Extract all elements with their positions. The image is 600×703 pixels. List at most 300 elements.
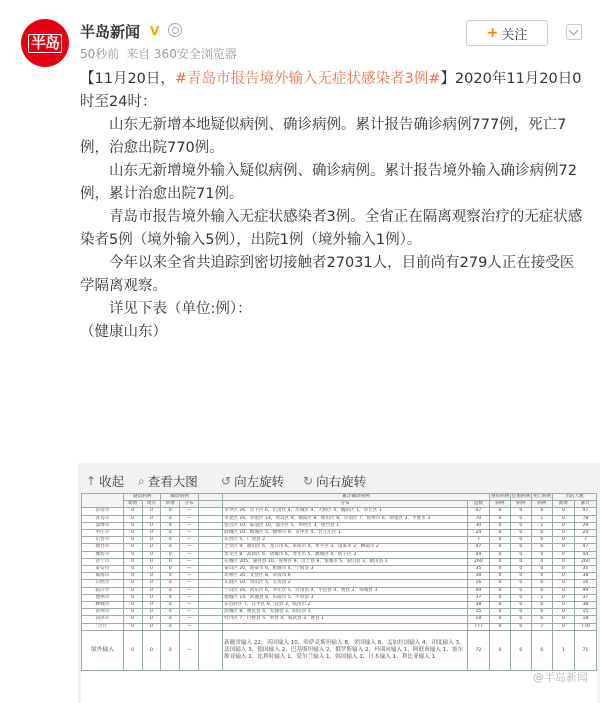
table-cell: 0 <box>552 616 574 623</box>
table-cell: 0 <box>552 515 574 522</box>
table-cell: 0 <box>161 508 180 515</box>
table-cell: 0 <box>489 544 510 551</box>
view-large-button[interactable] <box>138 472 198 490</box>
table-cell: 0 <box>510 623 531 630</box>
table-cell: 7 <box>574 537 596 544</box>
image-toolbar <box>78 463 600 496</box>
paragraph-see-table: 详见下表（单位:例）： <box>109 301 252 317</box>
table-cell: 0 <box>531 551 552 558</box>
table-cell: 0 <box>510 609 531 616</box>
table-cell: 0 <box>142 544 161 551</box>
collapse-label: 收起 <box>99 474 125 489</box>
table-cell: 0 <box>510 594 531 601</box>
table-cell: 0 <box>510 530 531 537</box>
table-cell: 0 <box>489 602 510 609</box>
table-cell-empty <box>198 602 222 609</box>
table-cell: 0 <box>531 609 552 616</box>
table-cell: 0 <box>552 530 574 537</box>
table-cell: 47 <box>467 544 489 551</box>
table-cell-region: 威海市 <box>82 573 124 580</box>
table-cell: — <box>180 508 199 515</box>
table-cell: 260 <box>467 558 489 565</box>
table-row <box>82 587 597 594</box>
table-cell: 0 <box>531 616 552 623</box>
table-cell: — <box>180 594 199 601</box>
table-row <box>82 537 597 544</box>
table-cell-distribution: 薛城区 10，峄城区 5，滕州市 9，市中区 4，台儿庄区 1 <box>223 530 468 537</box>
rotate-right-button[interactable] <box>303 472 366 490</box>
table-cell: 0 <box>510 616 531 623</box>
plus-icon: + <box>486 25 499 41</box>
table-cell-region: 临沂市 <box>82 587 124 594</box>
table-body <box>82 508 597 670</box>
rotate-left-label: 向左旋转 <box>234 474 285 489</box>
post-body <box>80 68 585 344</box>
post-meta <box>80 45 240 62</box>
table-cell-region: 东营市 <box>82 537 124 544</box>
table-cell: — <box>180 537 199 544</box>
table-cell: — <box>180 544 199 551</box>
table-cell-distribution: 东营区 5，广饶县 2 <box>223 537 468 544</box>
table-cell-region: 合计 <box>82 623 124 630</box>
collapse-button[interactable] <box>86 472 124 490</box>
table-cell-distribution: 德城区 14，武城县 8，乐陵市 5，平原县 3 <box>223 594 468 601</box>
table-cell-empty <box>198 566 222 573</box>
table-cell-region: 潍坊市 <box>82 551 124 558</box>
table-subheader: 分布 <box>180 501 199 508</box>
account-name[interactable]: 半岛新闻 <box>80 23 141 41</box>
table-subheader: 新增 <box>161 501 180 508</box>
table-cell: 0 <box>142 616 161 623</box>
table-cell: — <box>180 587 199 594</box>
table-cell-empty <box>198 580 222 587</box>
table-cell: 0 <box>142 530 161 537</box>
table-cell: 0 <box>489 558 510 565</box>
table-cell: 0 <box>161 587 180 594</box>
table-cell: 0 <box>161 558 180 565</box>
table-header-empty <box>198 494 222 501</box>
table-cell: — <box>180 573 199 580</box>
table-cell: 0 <box>123 587 142 594</box>
table-cell-distribution: 东港区 10，岚山区 5，五莲县 2 <box>223 580 468 587</box>
table-cell: 0 <box>489 530 510 537</box>
avatar-text: 半岛 <box>28 34 62 53</box>
table-cell: 0 <box>531 587 552 594</box>
table-cell: — <box>180 602 199 609</box>
table-cell: 72 <box>467 630 489 670</box>
table-cell: 0 <box>510 522 531 529</box>
table-row <box>82 630 597 670</box>
table-cell: 0 <box>531 544 552 551</box>
table-cell: 0 <box>161 530 180 537</box>
table-row <box>82 522 597 529</box>
watermark: @半岛新闻 <box>533 671 588 684</box>
source-note: （健康山东） <box>80 324 167 340</box>
table-cell: 24 <box>574 530 596 537</box>
table-subheader: 现有 <box>142 501 161 508</box>
table-cell: 0 <box>489 522 510 529</box>
table-cell: 0 <box>552 508 574 515</box>
table-cell: 70 <box>467 515 489 522</box>
table-cell-distribution <box>223 623 468 630</box>
table-cell-region: 境外输入 <box>82 630 124 670</box>
table-cell: 0 <box>510 587 531 594</box>
table-cell: 38 <box>467 602 489 609</box>
table-cell: 0 <box>123 630 142 670</box>
table-row <box>82 515 597 522</box>
table-cell: 47 <box>574 508 596 515</box>
table-cell: 0 <box>510 515 531 522</box>
table-cell-region: 济宁市 <box>82 558 124 565</box>
table-cell-distribution: 滨城区 8，惠民县 4，无棣县 3，阳信县 1 <box>223 609 468 616</box>
table-row <box>82 558 597 565</box>
table-row <box>82 573 597 580</box>
table-cell: 0 <box>123 623 142 630</box>
table-cell-empty <box>198 558 222 565</box>
table-cell: 0 <box>142 602 161 609</box>
verified-icon: V <box>150 24 160 38</box>
table-cell: 1 <box>531 522 552 529</box>
table-row <box>82 580 597 587</box>
table-cell: 0 <box>552 602 574 609</box>
table-cell-distribution: 泰山区 20，新泰市 6，肥城市 4，宁阳县 3 <box>223 566 468 573</box>
table-cell: 260 <box>574 558 596 565</box>
table-cell: 0 <box>489 580 510 587</box>
table-cell: 0 <box>142 515 161 522</box>
case-table <box>81 493 597 671</box>
table-cell-distribution: 奎文区 8，高新区 6，诸城市 6，寿光市 5，潍城区 4，坊子区 3 <box>223 551 468 558</box>
fan-badge-icon <box>168 23 182 37</box>
table-cell: 1 <box>552 630 574 670</box>
table-cell: — <box>180 566 199 573</box>
table-cell: 38 <box>574 573 596 580</box>
table-cell-distribution: 芝罘区 9，福山区 6，龙口市 6，莱阳市 4，牟平区 3，蓬莱市 2，栖霞市 2 <box>223 544 468 551</box>
table-row <box>82 609 597 616</box>
table-cell: 37 <box>467 594 489 601</box>
table-subheader: 病例 <box>489 501 510 508</box>
table-cell: 0 <box>510 580 531 587</box>
table-cell: 0 <box>531 630 552 670</box>
rotate-right-label: 向右旋转 <box>316 474 367 489</box>
table-cell-empty <box>198 530 222 537</box>
paragraph-contacts: 今年以来全省共追踪到密切接触者27031人，目前尚有279人正在接受医学隔离观察。 <box>80 255 575 294</box>
case-table-image[interactable] <box>81 493 597 703</box>
table-cell: 0 <box>531 558 552 565</box>
table-cell: 0 <box>489 508 510 515</box>
table-header: 重症病例 <box>490 494 510 499</box>
table-row <box>82 508 597 515</box>
table-cell: 0 <box>510 508 531 515</box>
table-subheader: 累计 <box>574 501 596 508</box>
table-cell: 0 <box>123 530 142 537</box>
table-cell: 0 <box>510 558 531 565</box>
table-subheader: 病例 <box>531 501 552 508</box>
table-cell: 0 <box>531 508 552 515</box>
table-cell: 0 <box>161 602 180 609</box>
table-cell: 0 <box>161 566 180 573</box>
table-cell: — <box>180 580 199 587</box>
table-cell-empty <box>198 594 222 601</box>
table-cell: 0 <box>531 602 552 609</box>
table-cell: 38 <box>467 573 489 580</box>
table-cell: 0 <box>531 580 552 587</box>
table-cell: 0 <box>142 580 161 587</box>
table-cell: — <box>180 558 199 565</box>
table-cell-distribution: 任城区 205，嘉祥县 10，兖州区 9，汶上县 8，邹城市 5，梁山县 3，微山县 1 <box>223 558 468 565</box>
table-cell: 0 <box>510 551 531 558</box>
table-cell: 0 <box>552 580 574 587</box>
table-cell: — <box>180 530 199 537</box>
follow-button[interactable] <box>466 20 548 46</box>
table-cell: 0 <box>123 602 142 609</box>
table-cell: 16 <box>574 580 596 587</box>
avatar[interactable] <box>21 19 69 67</box>
table-cell-empty <box>198 522 222 529</box>
table-cell-distribution: 兰山区 16，河东区 6，罗庄区 5，沂南县 4，平邑县 4，费县 3，郯城县 3 <box>223 587 468 594</box>
table-cell: 0 <box>531 566 552 573</box>
table-cell: 0 <box>123 515 142 522</box>
table-cell: 0 <box>142 573 161 580</box>
table-cell: 0 <box>161 537 180 544</box>
table-cell: 0 <box>123 558 142 565</box>
table-cell: 1 <box>531 515 552 522</box>
rotate-left-icon: ↺ <box>221 474 232 488</box>
table-cell-empty <box>198 508 222 515</box>
table-cell: 0 <box>142 522 161 529</box>
table-cell: — <box>180 616 199 623</box>
image-viewer <box>78 463 600 703</box>
table-cell: 0 <box>489 587 510 594</box>
table-cell-empty <box>198 609 222 616</box>
table-cell: 0 <box>552 544 574 551</box>
table-subheader-empty <box>198 501 222 508</box>
table-cell: 0 <box>161 522 180 529</box>
table-cell-region: 滨州市 <box>82 609 124 616</box>
table-cell: 35 <box>574 566 596 573</box>
table-cell: 0 <box>489 537 510 544</box>
table-cell: 0 <box>123 551 142 558</box>
table-cell: 0 <box>142 623 161 630</box>
table-header: 累计确诊病例 <box>223 494 490 501</box>
table-cell: 0 <box>142 587 161 594</box>
table-cell: 0 <box>510 537 531 544</box>
table-cell: — <box>180 623 199 630</box>
table-cell: 47 <box>574 544 596 551</box>
headline-prefix: 【11月20日， <box>80 71 175 87</box>
table-cell-region: 淄博市 <box>82 522 124 529</box>
table-cell: 0 <box>552 551 574 558</box>
table-cell: 0 <box>552 537 574 544</box>
paragraph-imported-cases: 山东无新增境外输入疑似病例、确诊病例。累计报告境外输入确诊病例72例，累计治愈出院71例。 <box>80 163 577 202</box>
table-row <box>82 551 597 558</box>
table-cell: 49 <box>574 587 596 594</box>
table-cell: 770 <box>574 623 596 630</box>
table-cell: 0 <box>142 566 161 573</box>
table-cell-region: 济南市 <box>82 508 124 515</box>
table-cell-empty <box>198 573 222 580</box>
table-cell: 0 <box>142 594 161 601</box>
paragraph-local-cases: 山东无新增本地疑似病例、确诊病例。累计报告确诊病例777例，死亡7例，治愈出院770例。 <box>80 117 567 156</box>
table-cell-region: 德州市 <box>82 594 124 601</box>
table-cell: 7 <box>467 537 489 544</box>
table-header: 死亡病例 <box>532 494 552 499</box>
table-cell: 1 <box>531 594 552 601</box>
table-cell-empty <box>198 616 222 623</box>
view-large-label: 查看大图 <box>147 474 198 489</box>
table-cell: 38 <box>574 602 596 609</box>
paragraph-asymptomatic: 青岛市报告境外输入无症状感染者3例。全省正在隔离观察治疗的无症状感染者5例（境外输入5例），出院1例（境外输入1例）。 <box>80 209 583 248</box>
table-cell: 0 <box>510 630 531 670</box>
table-cell: 0 <box>123 508 142 515</box>
table-cell: 0 <box>531 537 552 544</box>
table-cell: 0 <box>142 551 161 558</box>
table-cell: 0 <box>489 573 510 580</box>
table-cell: 0 <box>161 515 180 522</box>
table-cell-empty <box>198 537 222 544</box>
table-cell-region: 聊城市 <box>82 602 124 609</box>
headline-suffix: 】2020年11月20日0时至24时： <box>80 71 582 110</box>
table-cell: 0 <box>552 522 574 529</box>
table-subheader: 新增 <box>123 501 142 508</box>
table-cell: 0 <box>161 609 180 616</box>
table-cell-region: 青岛市 <box>82 515 124 522</box>
table-cell: 0 <box>123 566 142 573</box>
rotate-right-icon: ↻ <box>303 474 314 488</box>
table-cell: 0 <box>552 623 574 630</box>
table-header-city <box>82 494 124 508</box>
table-cell: 0 <box>123 544 142 551</box>
table-cell-region: 烟台市 <box>82 544 124 551</box>
table-cell: 0 <box>510 566 531 573</box>
table-cell: 0 <box>552 587 574 594</box>
table-cell: — <box>180 551 199 558</box>
table-cell: 0 <box>123 537 142 544</box>
table-cell-empty <box>198 630 222 670</box>
table-cell: 0 <box>161 544 180 551</box>
table-group-header-row <box>82 494 597 501</box>
post-source: 来自 360安全浏览器 <box>126 47 237 61</box>
table-sub-header-row <box>82 501 597 508</box>
table-cell: 0 <box>142 558 161 565</box>
table-cell: 0 <box>142 508 161 515</box>
table-cell-empty <box>198 551 222 558</box>
table-cell: 49 <box>467 587 489 594</box>
table-cell: 0 <box>552 594 574 601</box>
table-row <box>82 616 597 623</box>
table-cell-empty <box>198 623 222 630</box>
table-cell: 0 <box>489 515 510 522</box>
table-cell: 0 <box>552 566 574 573</box>
table-header: 危重病例 <box>511 494 531 499</box>
search-icon: ⌕ <box>138 473 145 488</box>
table-cell: 18 <box>574 616 596 623</box>
table-row <box>82 530 597 537</box>
chevron-down-icon[interactable] <box>566 24 582 40</box>
table-cell: 777 <box>467 623 489 630</box>
table-cell: 0 <box>123 580 142 587</box>
table-subheader: 新增 <box>552 501 574 508</box>
table-cell: 0 <box>552 573 574 580</box>
table-cell-distribution: 东昌府区 7，茌平区 6，冠县 3，临清市 2 <box>223 602 468 609</box>
table-cell: 0 <box>142 630 161 670</box>
table-cell-distribution: 市北区 16，李沧区 14，黄岛区 9，城阳区 8，崂山区 8，市南区 7，胶州市 6，即墨区 3，平度市 3 <box>223 515 468 522</box>
table-row <box>82 602 597 609</box>
table-cell-region: 枣庄市 <box>82 530 124 537</box>
table-cell: 0 <box>161 594 180 601</box>
table-cell-region: 菏泽市 <box>82 616 124 623</box>
table-cell: 44 <box>574 551 596 558</box>
table-cell: 15 <box>574 609 596 616</box>
table-header: 出院人数 <box>552 494 596 501</box>
table-cell-empty <box>198 544 222 551</box>
table-cell: 37 <box>574 594 596 601</box>
table-cell-distribution: 新疆省输入 22，英国输入 10，哈萨克斯坦输入 8，美国输入 8，孟加拉国输入 4，印度输入 3，法国输入 3，德国输入 2，巴基斯坦输入 2，俄罗斯输入 2，玛瑙河输入 1，阿联酋输入 1，塞尔维亚输入 1，比利时输入 1，爱尔兰输入 1，韩国输入 1，日本输入 1，利比亚输入 1 <box>223 630 468 670</box>
topic-link[interactable]: #青岛市报告境外输入无症状感染者3例# <box>174 71 441 87</box>
table-header: 疑似病例 <box>123 494 160 501</box>
table-cell: 0 <box>161 573 180 580</box>
table-cell: 78 <box>574 515 596 522</box>
table-cell: 0 <box>510 602 531 609</box>
table-cell: 0 <box>142 609 161 616</box>
table-row <box>82 623 597 630</box>
table-row <box>82 544 597 551</box>
table-cell: 0 <box>123 594 142 601</box>
table-cell: — <box>180 630 199 670</box>
table-header: 确诊病例 <box>161 494 198 501</box>
post-headline <box>80 68 585 114</box>
table-cell: 0 <box>489 609 510 616</box>
collapse-arrow-icon: ↑ <box>86 474 97 488</box>
table-cell-distribution: 张店区 10，临淄区 10，淄川区 5，周村区 3，桓台县 1 <box>223 522 468 529</box>
table-row <box>82 566 597 573</box>
table-cell: 71 <box>574 630 596 670</box>
table-cell: 0 <box>510 573 531 580</box>
table-cell-empty <box>198 515 222 522</box>
table-cell: 30 <box>467 522 489 529</box>
follow-label: 关注 <box>501 27 528 43</box>
table-cell: 0 <box>161 616 180 623</box>
table-cell: 0 <box>489 551 510 558</box>
post-header <box>0 0 600 68</box>
table-cell: 0 <box>161 630 180 670</box>
table-cell: 0 <box>489 623 510 630</box>
table-cell: 16 <box>467 580 489 587</box>
table-cell: 0 <box>489 594 510 601</box>
table-cell: 0 <box>123 522 142 529</box>
table-cell: 44 <box>467 551 489 558</box>
table-cell: 0 <box>552 558 574 565</box>
table-cell: 0 <box>123 573 142 580</box>
table-subheader: 分布 <box>223 501 468 508</box>
table-cell: 0 <box>123 616 142 623</box>
table-subheader: 总数 <box>467 501 489 508</box>
table-row <box>82 594 597 601</box>
table-cell-distribution: 市中区 26，历下区 6，长清区 4，历城区 4，天桥区 4，槐荫区 1，章丘区 1 <box>223 508 468 515</box>
table-cell: 0 <box>489 616 510 623</box>
table-cell: 47 <box>467 508 489 515</box>
table-cell: 0 <box>552 609 574 616</box>
table-cell: — <box>180 609 199 616</box>
rotate-left-button[interactable] <box>221 472 284 490</box>
table-cell: 0 <box>489 566 510 573</box>
table-cell-region: 日照市 <box>82 580 124 587</box>
table-cell: — <box>180 522 199 529</box>
table-cell: 0 <box>531 530 552 537</box>
table-cell: 0 <box>123 609 142 616</box>
post-time[interactable]: 50秒前 <box>80 47 120 61</box>
table-cell-distribution: 牡丹区 7，巨野县 5，单县 4，成武县 3，曹县 1 <box>223 616 468 623</box>
table-cell: 29 <box>574 522 596 529</box>
